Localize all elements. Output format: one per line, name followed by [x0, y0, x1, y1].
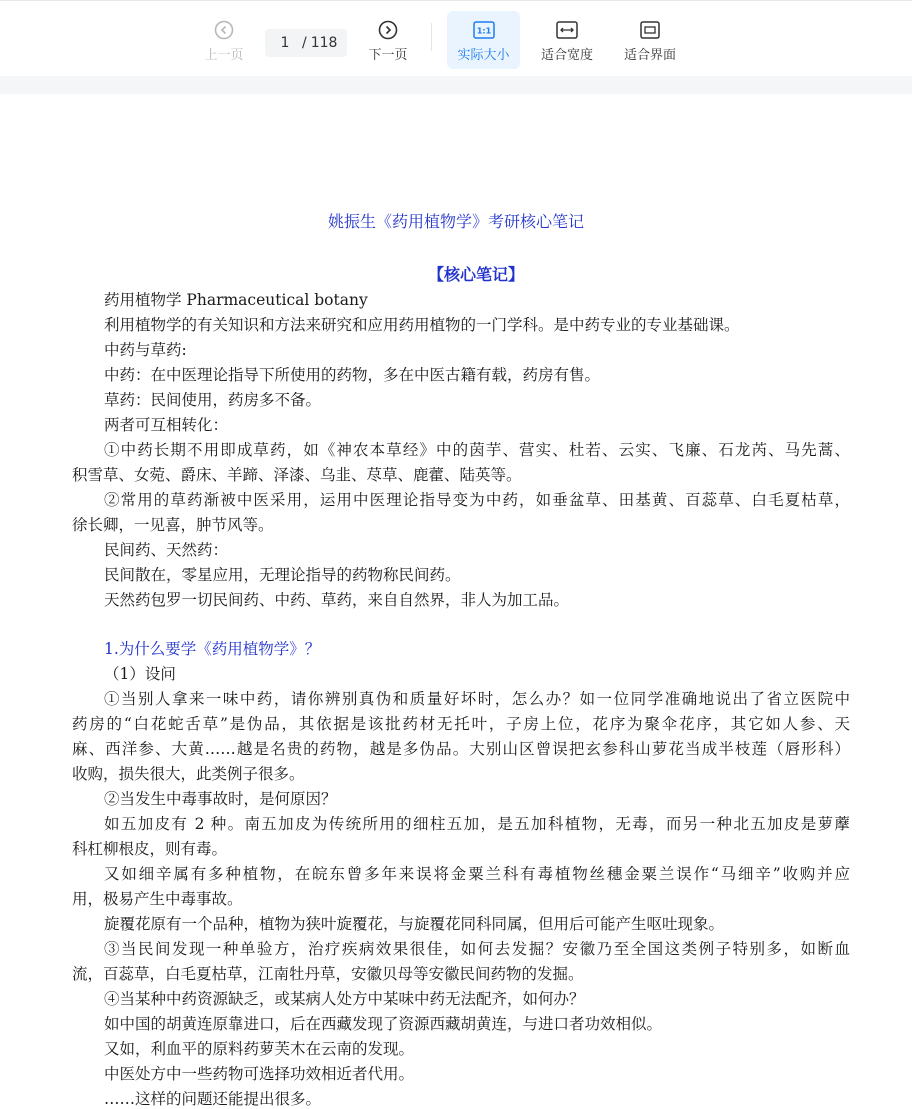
actual-size-icon — [473, 19, 495, 41]
text-line: 流，百蕊草，白毛夏枯草，江南牡丹草，安徽贝母等安徽民间药物的发掘。 — [72, 965, 584, 983]
text-line: 如中国的胡黄连原靠进口，后在西藏发现了资源西藏胡黄连，与进口者功效相似。 — [104, 1015, 663, 1033]
text-line: 两者可互相转化： — [104, 416, 229, 434]
text-line: 药房的“白花蛇舌草”是伪品，其依据是该批药材无托叶，子房上位，花序为聚伞花序，其它如人参、天 — [72, 715, 850, 733]
chevron-right-circle-icon — [378, 19, 398, 41]
fit-page-icon — [640, 19, 660, 41]
text-line: 利用植物学的有关知识和方法来研究和应用药用植物的一门学科。是中药专业的专业基础课。 — [104, 316, 740, 334]
viewer-toolbar — [0, 0, 912, 77]
text-line: 徐长卿，一见喜，肿节风等。 — [72, 516, 274, 534]
text-line: 旋覆花原有一个品种，植物为狭叶旋覆花，与旋覆花同科同属，但用后可能产生呕吐现象。 — [104, 915, 725, 933]
text-line: 又如，利血平的原料药萝芙木在云南的发现。 — [104, 1040, 415, 1058]
page-indicator — [265, 29, 347, 57]
text-line: ……这样的问题还能提出很多。 — [104, 1090, 322, 1108]
fit-width-label: 适合宽度 — [540, 48, 593, 63]
fit-page-button[interactable] — [614, 11, 686, 69]
text-line: 用，极易产生中毒事故。 — [72, 890, 243, 908]
fit-width-icon — [556, 19, 578, 41]
text-line: 中医处方中一些药物可选择功效相近者代用。 — [104, 1065, 415, 1083]
fit-page-label: 适合界面 — [623, 48, 676, 63]
page-separator: / — [302, 35, 307, 51]
toolbar-divider — [431, 23, 432, 51]
text-line: 中药与草药: — [104, 341, 187, 359]
text-line: 草药：民间使用，药房多不备。 — [104, 391, 322, 409]
text-line: 民间散在，零星应用，无理论指导的药物称民间药。 — [104, 566, 461, 584]
prev-page-button[interactable] — [198, 11, 250, 69]
text-line: 药用植物学 Pharmaceutical botany — [104, 291, 368, 309]
total-pages: 118 — [310, 35, 338, 51]
text-line: 天然药包罗一切民间药、中药、草药，来自自然界，非人为加工品。 — [104, 591, 570, 609]
document-title: 姚振生《药用植物学》考研核心笔记 — [327, 212, 584, 231]
text-line: 积雪草、女菀、爵床、羊蹄、泽漆、乌韭、荩草、鹿藿、陆英等。 — [72, 466, 522, 484]
text-line: （1）设问 — [104, 665, 176, 683]
text-line: ④当某种中药资源缺乏，或某病人处方中某味中药无法配齐，如何办？ — [104, 990, 585, 1008]
text-line: 如五加皮有 2 种。南五加皮为传统所用的细柱五加，是五加科植物，无毒，而另一种北五加皮是萝藦 — [104, 815, 850, 833]
text-line: 科杠柳根皮，则有毒。 — [72, 840, 228, 858]
next-page-label: 下一页 — [368, 48, 408, 63]
section-heading: 【核心笔记】 — [427, 265, 524, 284]
text-line: ①当别人拿来一味中药，请你辨别真伪和质量好坏时，怎么办？如一位同学准确地说出了省立医院中 — [104, 690, 850, 708]
text-line: ②当发生中毒事故时，是何原因？ — [104, 790, 337, 808]
actual-size-button[interactable] — [447, 11, 520, 69]
chevron-left-circle-icon — [214, 19, 234, 41]
text-line: 又如细辛属有多种植物，在皖东曾多年来误将金粟兰科有毒植物丝穗金粟兰误作“马细辛”收购并应 — [104, 865, 850, 883]
text-line: ③当民间发现一种单验方，治疗疾病效果很佳，如何去发掘？安徽乃至全国这类例子特别多，如断血 — [104, 940, 850, 958]
question-heading: 1.为什么要学《药用植物学》？ — [104, 640, 321, 658]
svg-text:1:1: 1:1 — [476, 26, 491, 36]
fit-width-button[interactable] — [532, 11, 602, 69]
page-number-input[interactable] — [270, 35, 300, 51]
prev-page-label: 上一页 — [204, 48, 244, 63]
text-line: 民间药、天然药： — [104, 541, 229, 559]
next-page-button[interactable] — [362, 11, 414, 69]
toolbar-shadow-band — [0, 76, 912, 94]
text-line: 收购，损失很大，此类例子很多。 — [72, 765, 305, 783]
actual-size-label: 实际大小 — [457, 48, 510, 63]
document-page — [0, 94, 912, 1109]
text-line: 麻、西洋参、大黄……越是名贵的药物，越是多伪品。大别山区曾误把玄参科山萝花当成半枝莲（唇形科） — [72, 740, 850, 758]
text-line: ②常用的草药渐被中医采用，运用中医理论指导变为中药，如垂盆草、田基黄、百蕊草、白毛夏枯草， — [104, 491, 850, 509]
text-line: ①中药长期不用即成草药，如《神农本草经》中的茵芋、营实、杜若、云实、飞廉、石龙芮、马先蒿、 — [104, 441, 850, 459]
text-line: 中药：在中医理论指导下所使用的药物，多在中医古籍有载，药房有售。 — [104, 366, 601, 384]
